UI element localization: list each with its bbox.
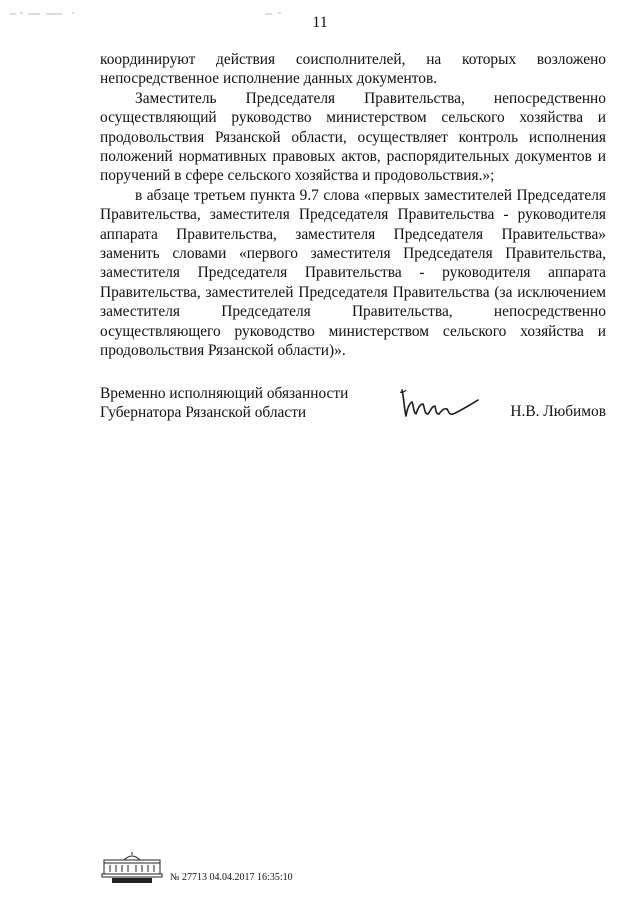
- registry-stamp: [100, 850, 400, 884]
- document-body: [100, 50, 606, 361]
- handwritten-signature: [398, 384, 488, 429]
- signatory-name: Н.В. Любимов: [510, 403, 606, 420]
- page-number: 11: [312, 14, 328, 31]
- signatory-title-line-2: Губернатора Рязанской области: [100, 404, 307, 422]
- government-building-logo: [100, 850, 164, 889]
- signatory-title: [100, 384, 348, 423]
- paragraph-3: в абзаце третьем пункта 9.7 слова «первых заместителей Председателя Правительства, заместителя Председателя Правительства - руководителя аппарата Правительства, заместителя Председателя Правительства» заменить словами «первого заместителя Председателя Правительства, заместителя Председателя Правительства - руководителя аппарата Правительства, заместителей Председателя Правительства (за исключением заместителя Председателя Правительства, непосредственно осуществляющего руководство министерством сельского хозяйства и продовольствия Рязанской области)».: [100, 186, 606, 360]
- signature-block: [100, 384, 610, 428]
- signatory-title-line-1: Временно исполняющий обязанности: [100, 385, 349, 402]
- registry-number-and-date: № 27713 04.04.2017 16:35:10: [170, 872, 293, 883]
- paragraph-1: координируют действия соисполнителей, на которых возложено непосредственное исполнение данных документов.: [100, 51, 606, 88]
- paragraph-2: Заместитель Председателя Правительства, непосредственно осуществляющий руководство министерством сельского хозяйства и продовольствия Рязанской области, осуществляет контроль исполнения положений нормативных правовых актов, распорядительных документов и поручений в сфере сельского хозяйства и продовольствия.»;: [100, 89, 606, 185]
